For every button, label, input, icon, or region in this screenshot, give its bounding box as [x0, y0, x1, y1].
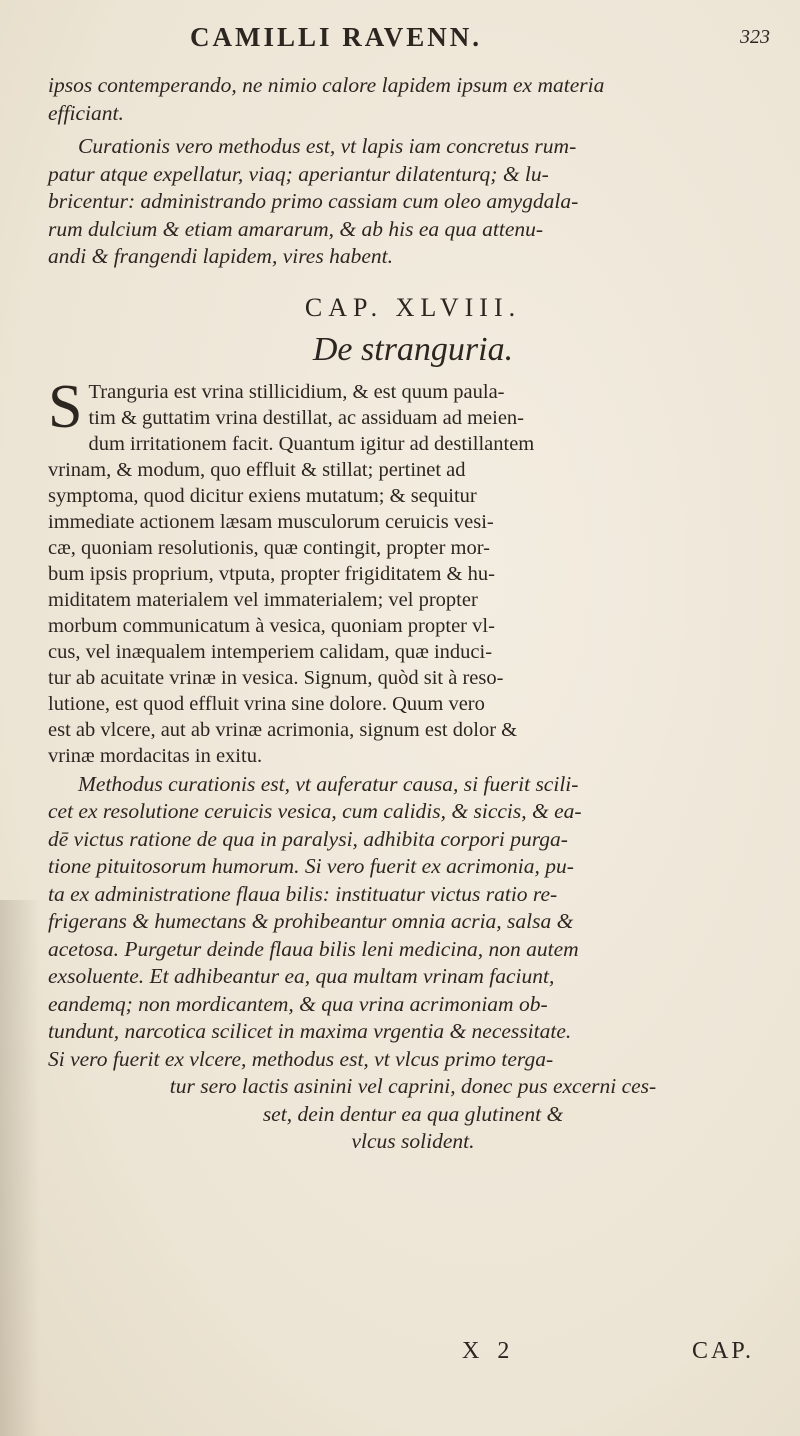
text-line: efficiant.	[48, 100, 124, 125]
text-line: lutione, est quod effluit vrina sine dolore. Quum vero	[48, 692, 485, 715]
text-line: vrinæ mordacitas in exitu.	[48, 744, 263, 767]
page-header	[0, 22, 800, 62]
text-line: cet ex resolutione ceruicis vesica, cum calidis, & siccis, & ea-	[48, 799, 582, 823]
text-line: andi & frangendi lapidem, vires habent.	[48, 244, 393, 268]
text-line: morbum communicatum à vesica, quoniam propter vl-	[48, 614, 495, 637]
text-line: Tranguria est vrina stillicidium, & est quum paula-	[88, 380, 505, 403]
text-line: tur ab acuitate vrinæ in vesica. Signum, quòd sit à reso-	[48, 666, 504, 689]
text-line: patur atque expellatur, viaq; aperiantur dilatenturq; & lu-	[48, 161, 549, 186]
text-line: miditatem materialem vel immaterialem; vel propter	[48, 588, 478, 611]
page-footer	[0, 1338, 800, 1378]
text-line: set, dein dentur ea qua glutinent &	[262, 1101, 564, 1126]
drop-capital: S	[48, 372, 83, 441]
text-line: symptoma, quod dicitur exiens mutatum; & sequitur	[48, 484, 477, 507]
paragraph-4	[48, 771, 778, 1156]
text-line: immediate actionem læsam musculorum ceruicis vesi-	[48, 510, 494, 533]
paragraph-1	[48, 72, 778, 127]
text-line: bricentur: administrando primo cassiam cum oleo amygdala-	[48, 189, 579, 213]
text-line: acetosa. Purgetur deinde flaua bilis leni medicina, non autem	[48, 936, 579, 961]
text-line: eandemq; non mordicantem, & qua vrina acrimoniam ob-	[48, 991, 548, 1016]
text-line: Si vero fuerit ex vlcere, methodus est, vt vlcus primo terga-	[48, 1046, 554, 1071]
text-line: dum irritationem facit. Quantum igitur ad destillantem	[88, 432, 535, 455]
text-line: cæ, quoniam resolutionis, quæ contingit, propter mor-	[48, 536, 490, 559]
text-line: tur sero lactis asinini vel caprini, donec pus excerni ces-	[169, 1074, 657, 1098]
text-line: bum ipsis proprium, vtputa, propter frigiditatem & hu-	[48, 562, 495, 585]
running-head: CAMILLI RAVENN.	[190, 22, 483, 52]
text-line: Curationis vero methodus est, vt lapis iam concretus rum-	[78, 134, 577, 158]
text-line: vlcus solident.	[351, 1129, 475, 1153]
text-line: dē victus ratione de qua in paralysi, adhibita corpori purga-	[48, 826, 568, 851]
chapter-title: De stranguria.	[312, 330, 514, 368]
text-line: tione pituitosorum humorum. Si vero fuerit ex acrimonia, pu-	[48, 854, 574, 878]
text-line: tim & guttatim vrina destillat, ac assiduam ad meien-	[88, 406, 524, 429]
text-line: vrinam, & modum, quo effluit & stillat; pertinet ad	[48, 458, 466, 481]
text-line: frigerans & humectans & prohibeantur omnia acria, salsa &	[48, 909, 574, 933]
text-line: ipsos contemperando, ne nimio calore lapidem ipsum ex materia	[48, 73, 605, 97]
text-line: exsoluente. Et adhibeantur ea, qua multam vrinam faciunt,	[48, 964, 555, 988]
text-line: rum dulcium & etiam amararum, & ab his ea qua attenu-	[48, 216, 544, 241]
text-line: Methodus curationis est, vt auferatur causa, si fuerit scili-	[78, 771, 579, 796]
text-line: est ab vlcere, aut ab vrinæ acrimonia, signum est dolor &	[48, 718, 518, 741]
page-number: 323	[740, 26, 770, 48]
chapter-number: CAP. XLVIII.	[304, 292, 522, 322]
text-line: ta ex administratione flaua bilis: instituatur victus ratio re-	[48, 881, 558, 906]
text-line: tundunt, narcotica scilicet in maxima vrgentia & necessitate.	[48, 1019, 572, 1043]
signature-mark: X 2	[462, 1338, 516, 1364]
catchword: CAP.	[692, 1338, 755, 1364]
paragraph-2	[48, 133, 778, 271]
paragraph-3	[48, 372, 778, 769]
body-text	[48, 64, 778, 1156]
text-line: cus, vel inæqualem intemperiem calidam, quæ induci-	[48, 640, 493, 663]
